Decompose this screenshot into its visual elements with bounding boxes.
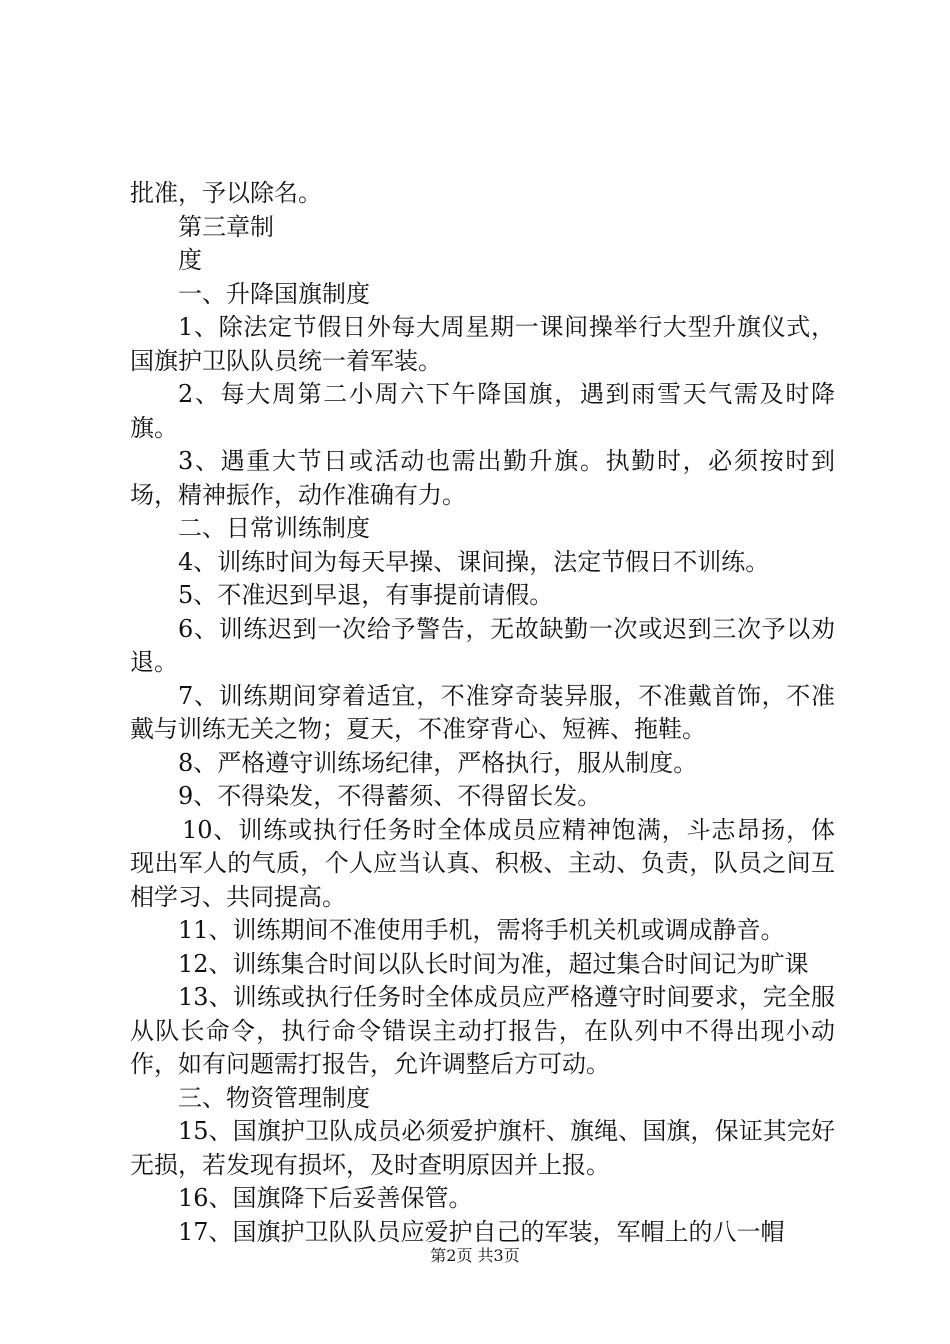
section-heading: 一、升降国旗制度 [178, 279, 370, 308]
paragraph: 8、严格遵守训练场纪律，严格执行，服从制度。 [178, 748, 698, 777]
paragraph: 7、训练期间穿着适宜，不准穿奇装异服，不准戴首饰，不准戴与训练无关之物；夏天，不准穿背心、短裤、拖鞋。 [130, 681, 835, 743]
paragraph: 3、遇重大节日或活动也需出勤升旗。执勤时，必须按时到场，精神振作，动作准确有力。 [130, 447, 835, 509]
page-number-footer: 第2页 共3页 [430, 1246, 520, 1265]
paragraph: 17、国旗护卫队队员应爱护自己的军装，军帽上的八一帽 [178, 1217, 785, 1246]
section-heading: 二、日常训练制度 [178, 514, 370, 542]
paragraph: 16、国旗降下后妥善保管。 [178, 1184, 473, 1212]
chapter-heading-continued: 度 [178, 246, 202, 274]
paragraph: 1、除法定节假日外每大周星期一课间操举行大型升旗仪式，国旗护卫队队员统一着军装。 [130, 313, 835, 375]
paragraph: 2、每大周第二小周六下午降国旗，遇到雨雪天气需及时降旗。 [130, 380, 835, 442]
paragraph: 6、训练迟到一次给予警告，无故缺勤一次或迟到三次予以劝退。 [130, 614, 835, 676]
paragraph: 10、训练或执行任务时全体成员应精神饱满，斗志昂扬，体现出军人的气质，个人应当认真、积极、主动、负责，队员之间互相学习、共同提高。 [130, 815, 835, 911]
chapter-heading: 第三章制 [178, 212, 274, 241]
paragraph: 11、训练期间不准使用手机，需将手机关机或调成静音。 [178, 916, 785, 944]
document-body [130, 177, 835, 1249]
section-heading: 三、物资管理制度 [178, 1083, 370, 1112]
paragraph: 5、不准迟到早退，有事提前请假。 [178, 581, 554, 609]
paragraph: 13、训练或执行任务时全体成员应严格遵守时间要求，完全服从队长命令，执行命令错误主动打报告，在队列中不得出现小动作，如有问题需打报告，允许调整后方可动。 [130, 983, 835, 1078]
paragraph: 9、不得染发，不得蓄须、不得留长发。 [178, 782, 602, 810]
paragraph: 15、国旗护卫队成员必须爱护旗杆、旗绳、国旗，保证其完好无损，若发现有损坏，及时查明原因并上报。 [130, 1117, 835, 1179]
paragraph: 批准，予以除名。 [130, 179, 322, 207]
paragraph: 12、训练集合时间以队长时间为准，超过集合时间记为旷课 [178, 949, 809, 978]
paragraph: 4、训练时间为每天早操、课间操，法定节假日不训练。 [178, 547, 770, 576]
